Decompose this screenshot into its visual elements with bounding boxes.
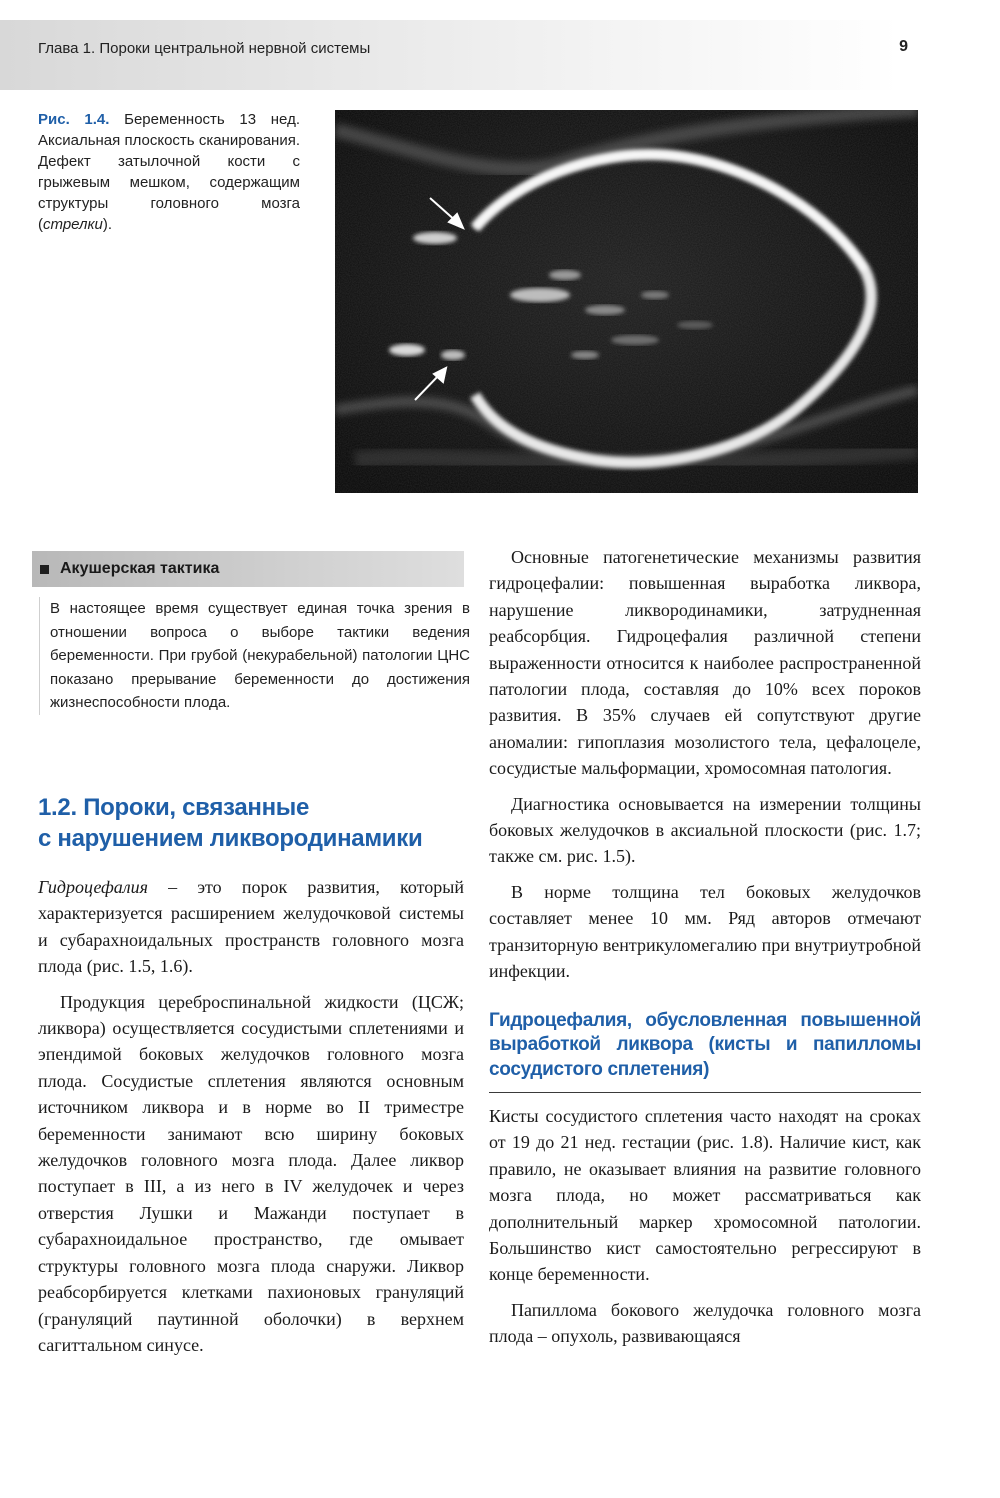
page-number: 9 <box>899 38 908 55</box>
paragraph: Диагностика основывается на измерении толщины боковых желудочков в аксиальной плоскости (рис. 1.7; также см. рис. 1.5). <box>489 793 921 867</box>
tactics-title: Акушерская тактика <box>60 560 220 577</box>
paragraph-text: – это порок развития, который характеризуется расширением желудочковой системы и субарахноидальных пространств головного мозга плода (рис. 1.5, 1.6). <box>38 877 464 977</box>
chapter-title: Глава 1. Пороки центральной нервной системы <box>38 40 371 57</box>
paragraph: Продукция цереброспинальной жидкости (ЦСЖ; ликвора) осуществляется сосудистыми сплетениями и эпендимой боковых желудочков головного мозга плода. Сосудистые сплетения являются основным источником ликвора и в норме во II триместре беременности занимают всю ширину боковых желудочков головного мозга плода. Далее ликвор поступает в III, а из него в IV желудочек и через отверстия Лушки и Мажанди поступает в субарахноидальное пространство, где омывает структуры головного мозга плода снаружи. Ликвор реабсорбируется клетками пахионовых грануляций (грануляций паутинной оболочки) в верхнем сагиттальном синусе. <box>38 991 464 1355</box>
paragraph: Кисты сосудистого сплетения часто находят на сроках от 19 до 21 нед. гестации (рис. 1.8). Наличие кист, как правило, не оказывает влияния на развитие головного мозга плода, но может рассматриваться как дополнительный маркер хромосомной патологии. Большинство кист самостоятельно регрессируют в конце беременности. <box>489 1106 921 1285</box>
caption-text-1: Беременность 13 нед. Аксиальная плоскость сканирования. Дефект затылочной кости с грыжевым мешком, содержащим структуры головного мозга ( <box>38 111 300 233</box>
paragraph: Папиллома бокового желудочка головного мозга плода – опухоль, развивающаяся <box>489 1299 921 1347</box>
paragraph: В норме толщина тел боковых желудочков составляет менее 10 мм. Ряд авторов отмечают транзиторную вентрикуломегалию при внутриутробной инфекции. <box>489 881 921 982</box>
paragraph: Основные патогенетические механизмы развития гидроцефалии: повышенная выработка ликвора, нарушение ликвородинамики, затрудненная реабсорбция. Гидроцефалия различной степени выраженности относится к наиболее распространенной патологии плода, составляя до 10% всех пороков развития. В 35% случаев ей сопутствуют другие аномалии: гипоплазия мозолистого тела, цефалоцеле, сосудистые мальформации, хромосомная патология. <box>489 547 921 779</box>
caption-text-2: ). <box>102 216 113 233</box>
section-heading-line1: 1.2. Пороки, связанные <box>38 794 310 821</box>
right-column <box>489 544 921 1359</box>
term-italic: Гидроцефалия <box>38 877 148 897</box>
left-column <box>38 874 464 1367</box>
paragraph <box>38 874 464 980</box>
figure-caption <box>38 109 300 235</box>
section-heading <box>38 792 458 854</box>
section-heading-line2: с нарушением ликвородинамики <box>38 825 423 852</box>
subsection-heading: Гидроцефалия, обусловленная повышенной выработкой ликвора (кисты и папилломы сосудистого сплетения) <box>489 1009 921 1094</box>
tactics-body: В настоящее время существует единая точка зрения в отношении вопроса о выборе тактики ведения беременности. При грубой (некурабельной) патологии ЦНС показано прерывание беременности до достижения жизнеспособности плода. <box>39 597 470 715</box>
figure-label: Рис. 1.4. <box>38 111 110 128</box>
tactics-header <box>32 551 464 587</box>
caption-text-italic: стрелки <box>43 216 103 233</box>
square-bullet-icon <box>40 565 49 574</box>
ultrasound-image <box>335 110 918 493</box>
